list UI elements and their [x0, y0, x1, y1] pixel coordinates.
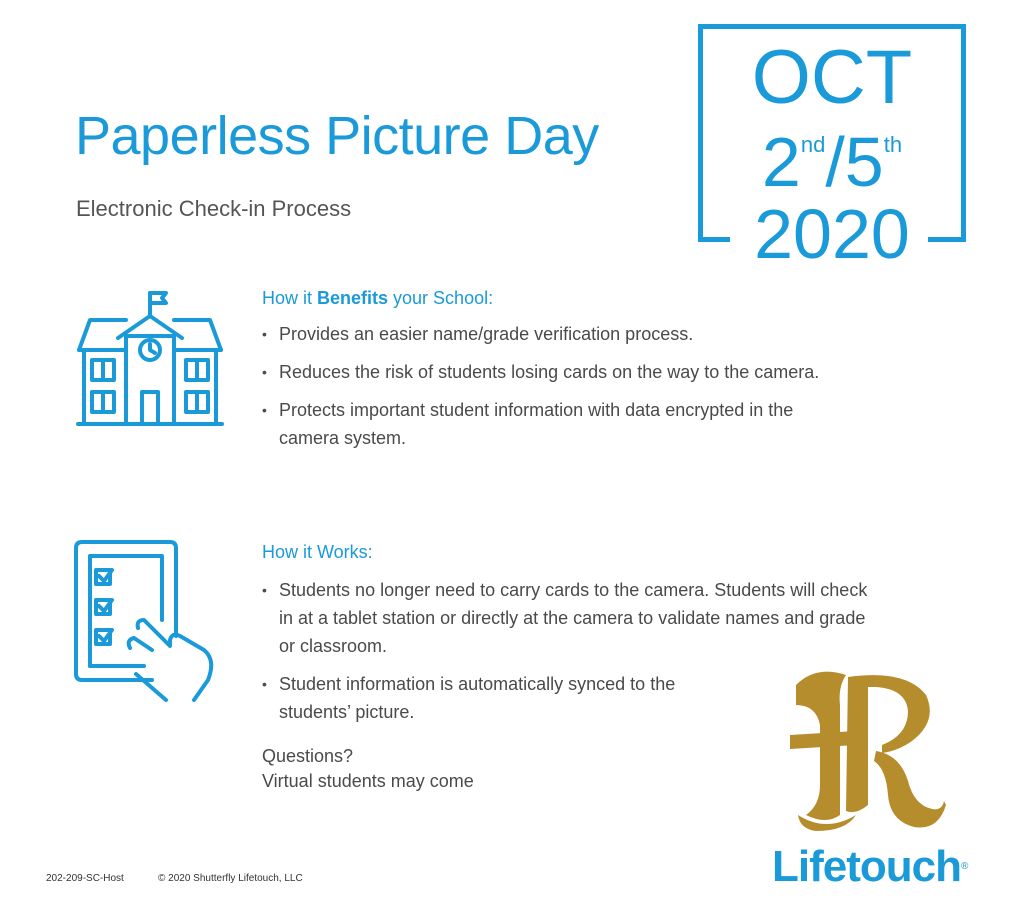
- footer-copyright: © 2020 Shutterfly Lifetouch, LLC: [158, 873, 303, 884]
- date-day1: 2: [761, 123, 801, 201]
- questions-block: [262, 744, 474, 794]
- date-year: 2020: [754, 195, 910, 273]
- lifetouch-registered: ®: [960, 861, 969, 872]
- date-month: OCT: [751, 35, 913, 120]
- works-item: • Students no longer need to carry cards to the camera. Students will check in at a tablet station or directly at the camera to validate names and grade or classroom.: [262, 576, 879, 660]
- benefits-heading: [262, 286, 493, 310]
- benefits-item: • Provides an easier name/grade verification process.: [262, 320, 872, 348]
- works-list: [262, 576, 872, 736]
- page-subtitle: Electronic Check-in Process: [76, 196, 352, 221]
- benefits-item: • Protects important student information with data encrypted in the camera system.: [262, 396, 824, 452]
- benefits-item: • Reduces the risk of students losing cards on the way to the camera.: [262, 358, 872, 386]
- date-separator: /: [825, 123, 845, 201]
- page-title: Paperless Picture Day: [75, 106, 599, 166]
- date-day1-suffix: nd: [800, 132, 826, 157]
- tablet-checklist-icon: [74, 540, 224, 705]
- benefits-heading-pre: How it: [262, 288, 318, 308]
- questions-line1: Questions?: [262, 746, 354, 766]
- works-item: • Student information is automatically synced to the students’ picture.: [262, 670, 749, 726]
- gothic-r-logo: [786, 665, 946, 835]
- benefits-list: [262, 320, 872, 462]
- works-heading: How it Works:: [262, 542, 373, 562]
- lifetouch-logo: [772, 842, 968, 892]
- date-days: [698, 124, 966, 200]
- date-day2: 5: [844, 123, 884, 201]
- footer-code: 202-209-SC-Host: [46, 873, 124, 884]
- date-day2-suffix: th: [883, 132, 903, 157]
- lifetouch-name: Lifetouch: [772, 842, 961, 891]
- school-building-icon: [74, 288, 226, 430]
- benefits-heading-post: your School:: [388, 288, 494, 308]
- questions-line2: Virtual students may come: [262, 771, 474, 791]
- benefits-heading-bold: Benefits: [317, 288, 389, 308]
